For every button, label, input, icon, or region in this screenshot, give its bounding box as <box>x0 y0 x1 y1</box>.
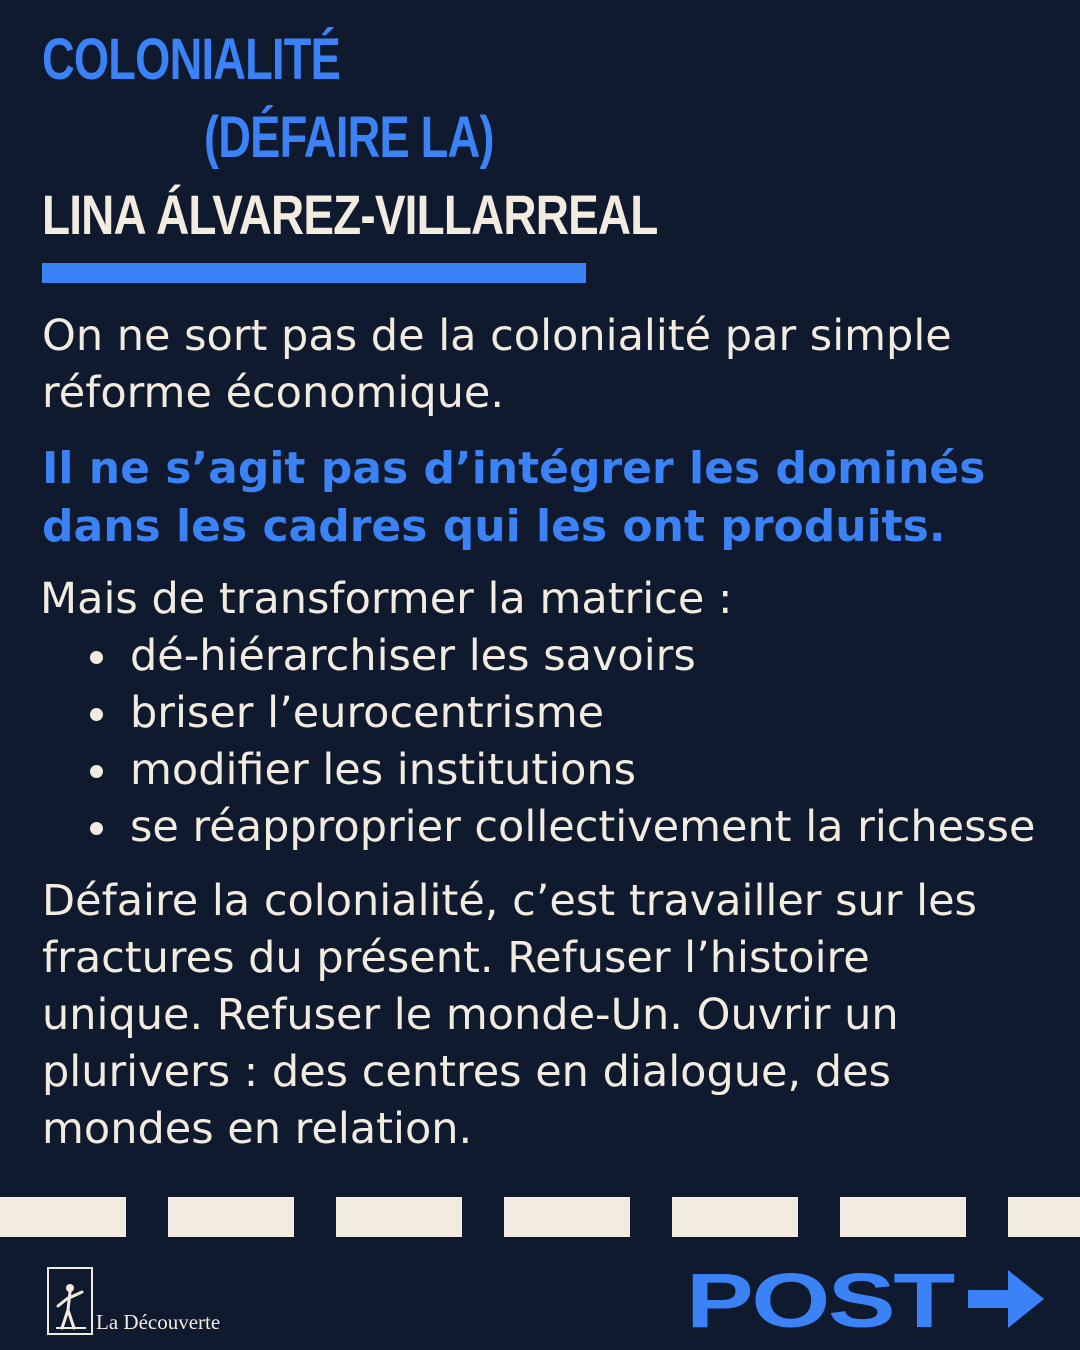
list-item-text: se réapproprier collectivement la richesse <box>130 802 1036 852</box>
list-item <box>90 742 1035 799</box>
author-name: LINA ÁLVAREZ-VILLARREAL <box>42 183 658 246</box>
list-item-text: modifier les institutions <box>130 745 637 795</box>
divider-dash <box>336 1197 462 1237</box>
divider-dash <box>504 1197 630 1237</box>
bullet-list <box>90 628 1035 856</box>
arrow-right-icon[interactable] <box>968 1268 1044 1330</box>
list-item <box>90 799 1035 856</box>
divider-dash <box>672 1197 798 1237</box>
divider-dash <box>168 1197 294 1237</box>
title-line-1: COLONIALITÉ <box>42 27 341 92</box>
conclusion-paragraph: Défaire la colonialité, c’est travailler sur les fractures du présent. Refuser l’histoire unique. Refuser le monde-Un. Ouvrir un plurivers : des centres en dialogue, des mondes en relation. <box>42 876 977 1154</box>
title-line-2: (DÉFAIRE LA) <box>204 105 494 170</box>
list-item-text: dé-hiérarchiser les savoirs <box>130 631 696 681</box>
list-item <box>90 628 1035 685</box>
title-underline <box>42 263 586 283</box>
next-post-label[interactable]: POST <box>686 1257 953 1344</box>
divider-dash <box>0 1197 126 1237</box>
bullet-icon <box>90 651 103 664</box>
divider-dash <box>840 1197 966 1237</box>
bullet-icon <box>90 822 103 835</box>
list-item <box>90 685 1035 742</box>
lead-paragraph: Mais de transformer la matrice : <box>40 574 733 624</box>
divider-dash <box>1008 1197 1080 1237</box>
list-item-text: briser l’eurocentrisme <box>130 688 605 738</box>
publisher-name: La Découverte <box>96 1310 221 1334</box>
highlight-paragraph: Il ne s’agit pas d’intégrer les dominés dans les cadres qui les ont produits. <box>42 443 986 552</box>
intro-paragraph: On ne sort pas de la colonialité par simple réforme économique. <box>42 311 952 418</box>
bullet-icon <box>90 708 103 721</box>
publisher-logo-icon <box>46 1266 94 1336</box>
bullet-icon <box>90 765 103 778</box>
